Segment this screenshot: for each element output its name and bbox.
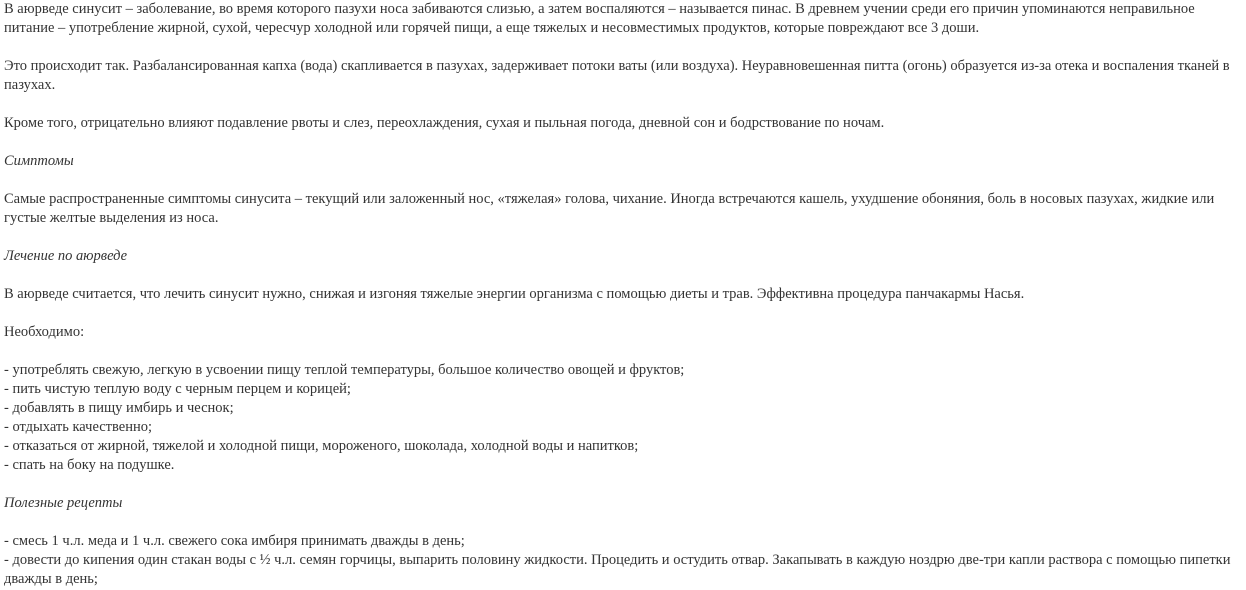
intro-paragraph-2: Это происходит так. Разбалансированная капха (вода) скапливается в пазухах, задерживает потоки ваты (или воздуха). Неуравновешенная питта (огонь) образуется из-за отека и воспаления тканей в пазухах.	[4, 58, 1230, 93]
list-item: - смесь 1 ч.л. меда и 1 ч.л. свежего сока имбиря принимать дважды в день;	[4, 533, 465, 549]
recipes-heading: Полезные рецепты	[4, 495, 123, 511]
recipes-list	[4, 532, 1242, 589]
intro-paragraph-3: Кроме того, отрицательно влияют подавление рвоты и слез, переохлаждения, сухая и пыльная погода, дневной сон и бодрствование по ночам.	[4, 115, 885, 131]
symptoms-heading: Симптомы	[4, 153, 74, 169]
treatment-heading: Лечение по аюрведе	[4, 248, 128, 264]
needed-list	[4, 361, 1242, 475]
intro-paragraph-1: В аюрведе синусит – заболевание, во время которого пазухи носа забиваются слизью, а затем воспаляются – называется пинас. В древнем учении среди его причин упоминаются неправильное питание – употребление жирной, сухой, чересчур холодной или горячей пищи, а еще тяжелых и несовместимых продуктов, которые повреждают все 3 доши.	[4, 1, 1195, 36]
list-item: - довести до кипения один стакан воды с ½ ч.л. семян горчицы, выпарить половину жидкости. Процедить и остудить отвар. Закапывать в каждую ноздрю две-три капли раствора с помощью пипетки дважды в день;	[4, 552, 1231, 587]
list-item: - пить чистую теплую воду с черным перцем и корицей;	[4, 381, 351, 397]
list-item: - отказаться от жирной, тяжелой и холодной пищи, мороженого, шоколада, холодной воды и напитков;	[4, 438, 639, 454]
list-item: - употреблять свежую, легкую в усвоении пищу теплой температуры, большое количество овощей и фруктов;	[4, 362, 685, 378]
treatment-paragraph: В аюрведе считается, что лечить синусит нужно, снижая и изгоняя тяжелые энергии организма с помощью диеты и трав. Эффективна процедура панчакармы Насья.	[4, 286, 1025, 302]
list-item: - спать на боку на подушке.	[4, 457, 175, 473]
symptoms-paragraph: Самые распространенные симптомы синусита – текущий или заложенный нос, «тяжелая» голова, чихание. Иногда встречаются кашель, ухудшение обоняния, боль в носовых пазухах, жидкие или густые желтые выделения из носа.	[4, 191, 1215, 226]
list-item: - добавлять в пищу имбирь и чеснок;	[4, 400, 234, 416]
list-item: - отдыхать качественно;	[4, 419, 153, 435]
needed-label: Необходимо:	[4, 324, 85, 340]
